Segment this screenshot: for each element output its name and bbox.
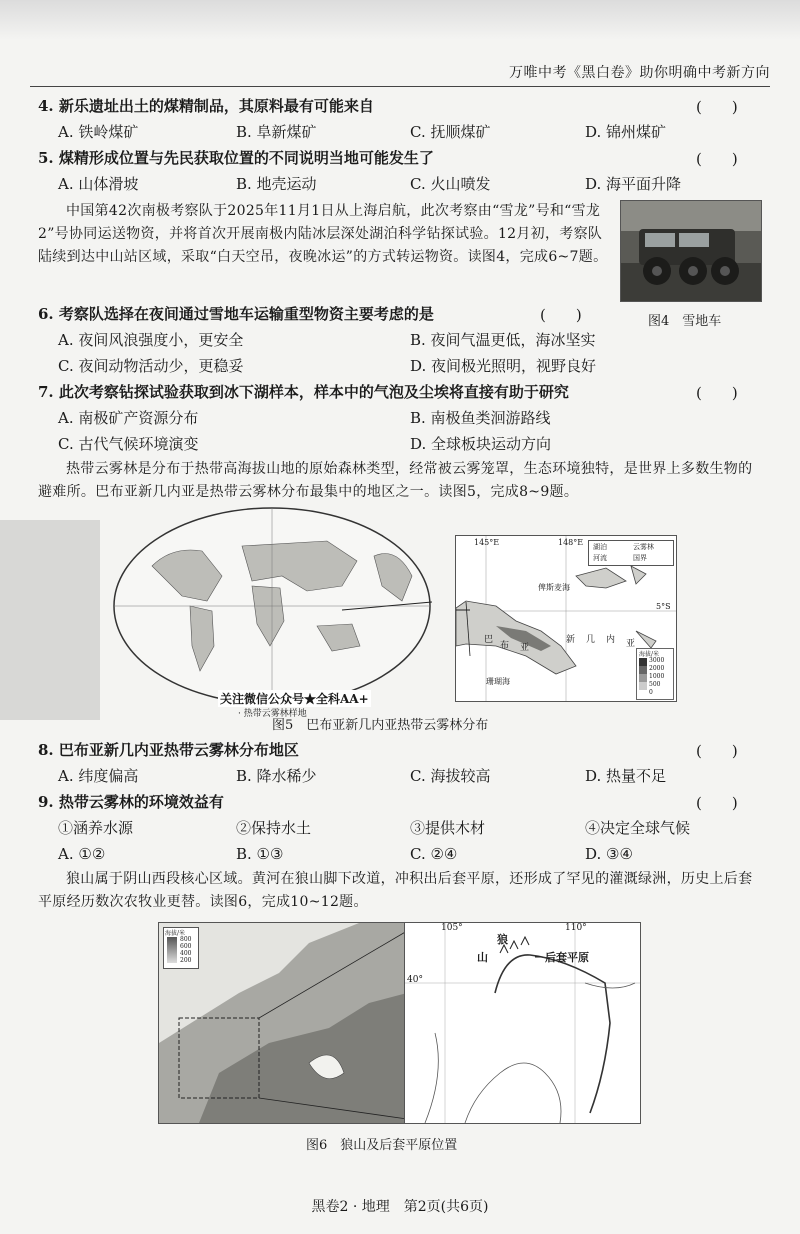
fig6-regional-map [158,922,408,1124]
legend-cloud-forest: 云雾林 [633,543,654,551]
fig6-legend-800: 800 [180,936,192,943]
q4-option-d[interactable]: D. 锦州煤矿 [585,123,667,141]
elev-title: 海拔/米 [639,651,660,658]
q9-item-1: ①涵养水源 [58,819,134,837]
fig6-label-lang: 狼 [497,933,508,946]
passage-langshan: 狼山属于阴山西段核心区域。黄河在狼山脚下改道，冲积出后套平原，还形成了罕见的灌溉绿洲，历史上后套平原经历数次农牧业更替。读图6，完成10~12题。 [38,871,753,910]
q9-answer-blank[interactable]: ( ) [696,794,738,812]
fig6-caption: 图6 狼山及后套平原位置 [306,1138,458,1153]
q7-option-a[interactable]: A. 南极矿产资源分布 [58,409,199,427]
q5-answer-blank[interactable]: ( ) [696,150,738,168]
q9-option-c[interactable]: C. ②④ [410,845,458,863]
q9-option-b[interactable]: B. ①③ [236,845,284,863]
fig5-legend [588,540,674,566]
legend-river: 河流 [593,554,607,562]
elev-0: 0 [649,689,653,696]
page-footer: 黑卷2 · 地理 第2页(共6页) [311,1199,489,1215]
elev-2000: 2000 [649,665,665,672]
fig6-legend-400: 400 [180,950,192,957]
q8-option-d[interactable]: D. 热量不足 [585,767,667,785]
q5-option-c[interactable]: C. 火山喷发 [410,175,491,193]
q6-answer-blank[interactable]: ( ) [540,306,582,324]
q9-stem: 9. 热带云雾林的环境效益有 [38,793,224,811]
q9-option-a[interactable]: A. ①② [58,845,106,863]
fig6-lat-40: 40° [407,975,423,985]
q4-answer-blank[interactable]: ( ) [696,98,738,116]
q8-stem: 8. 巴布亚新几内亚热带云雾林分布地区 [38,741,299,759]
fig5-lon-148: 148°E [558,538,584,547]
q4-option-b[interactable]: B. 阜新煤矿 [236,123,317,141]
q8-option-a[interactable]: A. 纬度偏高 [58,767,139,785]
fig6-legend-200: 200 [180,957,192,964]
q8-option-b[interactable]: B. 降水稀少 [236,767,317,785]
passage-cloud-forest: 热带云雾林是分布于热带高海拔山地的原始森林类型，经常被云雾笼罩，生态环境独特，是世界上多数生物的避难所。巴布亚新几内亚是热带云雾林分布最集中的地区之一。读图5，完成8~9题。 [38,461,753,500]
q6-option-a[interactable]: A. 夜间风浪强度小，更安全 [58,331,244,349]
legend-lake: 湖泊 [593,543,607,551]
fig5-label-bismarck: 俾斯麦海 [538,583,570,592]
q9-item-4: ④决定全球气候 [585,819,691,837]
fig6-lon-105: 105° [441,923,463,933]
passage-antarctic: 中国第42次南极考察队于2025年11月1日从上海启航，此次考察由“雪龙”号和“雪龙2”号协同运送物资，并将首次开展南极内陆冰层深处湖泊科学钻探试验。12月初，考察队陆续到达中山站区域，采取“白天空吊，夜晚冰运”的方式转运物资。读图4，完成6~7题。 [38,203,608,265]
q7-stem: 7. 此次考察钻探试验获取到冰下湖样本，样本中的气泡及尘埃将直接有助于研究 [38,383,569,401]
q5-option-a[interactable]: A. 山体滑坡 [58,175,139,193]
fig5-label-png-1: 巴 [484,635,494,645]
q8-option-c[interactable]: C. 海拔较高 [410,767,491,785]
fig5-label-png-5: 几 [586,635,596,645]
legend-border: 国界 [633,554,647,562]
fig6-elevation-legend [163,927,199,969]
fig5-label-png-6: 内 [606,635,616,645]
fig6-lon-110: 110° [565,923,587,933]
fig6-label-houtao-plain: 后套平原 [545,951,589,964]
q8-answer-blank[interactable]: ( ) [696,742,738,760]
q6-option-d[interactable]: D. 夜间极光照明，视野良好 [410,357,597,375]
q9-option-d[interactable]: D. ③④ [585,845,633,863]
fig5-label-png-4: 新 [566,635,576,645]
q6-stem: 6. 考察队选择在夜间通过雪地车运输重型物资主要考虑的是 [38,305,434,323]
header-rule [30,86,770,87]
q7-answer-blank[interactable]: ( ) [696,384,738,402]
fig4-snow-vehicle-photo [620,200,762,302]
fig5-watermark: 关注微信公众号★全科AA+ [220,692,369,706]
q5-option-d[interactable]: D. 海平面升降 [585,175,682,193]
elev-3000: 3000 [649,657,665,664]
fig6-langshan-map [404,922,641,1124]
q5-stem: 5. 煤精形成位置与先民获取位置的不同说明当地可能发生了 [38,149,434,167]
page-header: 万唯中考《黑白卷》助你明确中考新方向 [509,65,770,81]
elev-1000: 1000 [649,673,665,680]
q6-option-b[interactable]: B. 夜间气温更低，海冰坚实 [410,331,596,349]
fig6-label-shan: 山 [477,951,488,964]
fig5-caption: 图5 巴布亚新几内亚热带云雾林分布 [272,718,489,733]
fig5-lon-145: 145°E [474,538,500,547]
q9-item-2: ②保持水土 [236,819,312,837]
fig5-elevation-legend [636,648,674,700]
scan-shadow [0,0,800,40]
q7-option-b[interactable]: B. 南极鱼类洄游路线 [410,409,551,427]
fig5-world-map [112,506,432,706]
q7-option-d[interactable]: D. 全球板块运动方向 [410,435,552,453]
fig5-png-map [455,535,677,702]
fig5-lat-5s: 5°S [656,602,671,611]
q7-option-c[interactable]: C. 古代气候环境演变 [58,435,199,453]
scan-artifact [0,520,100,720]
q5-option-b[interactable]: B. 地壳运动 [236,175,317,193]
fig5-label-png-2: 布 [500,641,510,651]
q9-item-3: ③提供木材 [410,819,486,837]
fig5-label-png-3: 亚 [520,643,530,653]
fig5-label-png-7: 亚 [626,639,636,649]
fig5-legend-sample-site: · 热带云雾林样地 [238,709,307,719]
fig6-legend-title: 海拔/米 [165,930,186,937]
q6-option-c[interactable]: C. 夜间动物活动少，更稳妥 [58,357,244,375]
fig4-caption: 图4 雪地车 [648,314,722,329]
fig6-legend-600: 600 [180,943,192,950]
elev-500: 500 [649,681,661,688]
fig5-label-coral-sea: 珊瑚海 [486,677,510,686]
q4-stem: 4. 新乐遗址出土的煤精制品，其原料最有可能来自 [38,97,374,115]
q4-option-c[interactable]: C. 抚顺煤矿 [410,123,491,141]
q4-option-a[interactable]: A. 铁岭煤矿 [58,123,139,141]
